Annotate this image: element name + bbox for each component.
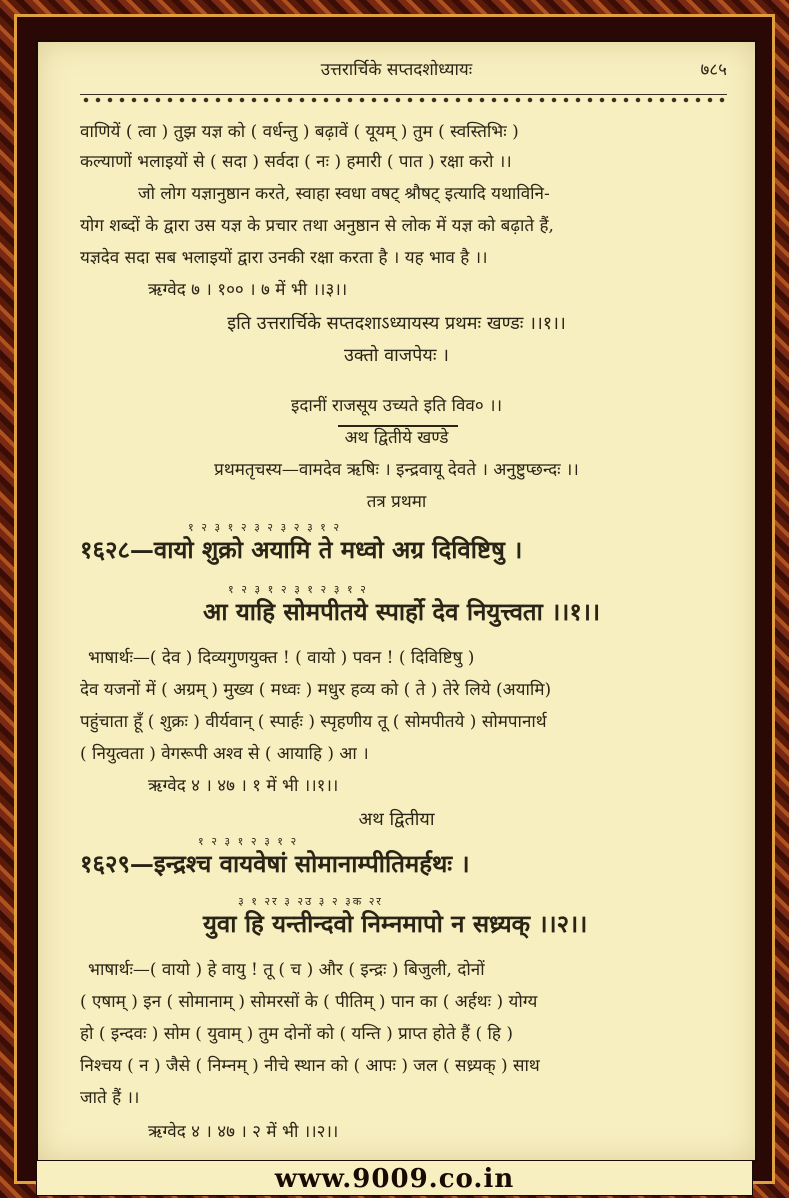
scanned-page [36, 40, 757, 1162]
khanda-title: अथ द्वितीये खण्डे [344, 428, 449, 448]
mantra1-line2: आ याहि सोमपीतये स्पार्हो देव नियुत्त्वता ।।१।। [203, 597, 601, 626]
page-number: ७८५ [700, 60, 727, 80]
para2-line1: जो लोग यज्ञानुष्ठान करते, स्वाहा स्वधा वषट् श्रौषट् इत्यादि यथाविनि- [138, 184, 550, 204]
trichasya-line: प्रथमतृचस्य—वामदेव ऋषिः । इन्द्रवायू देवते । अनुष्टुप्छन्दः ।। [214, 460, 579, 480]
para1-line2: कल्याणों भलाइयों से ( सदा ) सर्वदा ( नः ) हमारी ( पात ) रक्षा करो ।। [80, 152, 512, 172]
mantra1-line1: १६२८—वायो शुक्रो अयामि ते मध्वो अग्र दिविष्टिषु । [80, 535, 523, 564]
mantra2-line2: युवा हि यन्तीन्दवो निम्नमापो न सध्र्यक् ।।२।। [203, 909, 588, 938]
bhasharth1-line4: ( नियुत्वता ) वेगरूपी अश्व से ( आयाहि ) आ । [80, 744, 369, 764]
bhasharth2-line5: जाते हैं ।। [80, 1088, 140, 1108]
bhasharth2-line2: ( एषाम् ) इन ( सोमानाम् ) सोमरसों के ( पीतिम् ) पान का ( अर्हथः ) योग्य [80, 992, 538, 1012]
mantra1-accent-2: १ २ ३ १ २ ३ १ २ ३ १ २ [228, 583, 368, 596]
bhasharth2-line3: हो ( इन्दवः ) सोम ( युवाम् ) तुम दोनों को ( यन्ति ) प्राप्त होते हैं ( हि ) [80, 1024, 513, 1044]
mantra2-accent-2: ३ १ २र ३ २उ ३ २ ३क २र [238, 895, 383, 908]
mantra2-accent-1: १ २ ३ १ २ ३ १ २ [198, 835, 299, 848]
page-header [38, 58, 755, 86]
section-end: इति उत्तरार्चिके सप्तदशाऽध्यायस्य प्रथमः खण्डः ।।१।। [227, 313, 566, 334]
bhasharth1-line3: पहुंचाता हूँ ( शुक्रः ) वीर्यवान् ( स्पार्हः ) स्पृहणीय तू ( सोमपीतये ) सोमपानार्थ [80, 712, 547, 732]
mantra2-line1: १६२९—इन्द्रश्च वायवेषां सोमानाम्पीतिमर्हथः । [80, 849, 470, 878]
reference-3: ऋग्वेद ४ । ४७ । २ में भी ।।२।। [148, 1122, 339, 1142]
reference-1: ऋग्वेद ७ । १०० । ७ में भी ।।३।। [148, 280, 348, 300]
rajasuya-line: इदानीं राजसूय उच्यते इति विव० ।। [290, 396, 503, 416]
ornament-divider [80, 94, 727, 105]
atha-dvitiya: अथ द्वितीया [358, 809, 435, 830]
bhasharth1-line2: देव यजनों में ( अग्रम् ) मुख्य ( मध्वः ) मधुर हव्य को ( ते ) तेरे लिये (अयामि) [80, 680, 552, 700]
bhasharth2-line4: निश्चय ( न ) जैसे ( निम्नम् ) नीचे स्थान को ( आपः ) जल ( सध्र्यक् ) साथ [80, 1056, 540, 1076]
website-footer-link[interactable]: www.9009.co.in [274, 1164, 515, 1194]
bhasharth1-line1: भाषार्थः—( देव ) दिव्यगुणयुक्त ! ( वायो ) पवन ! ( दिविष्टिषु ) [88, 648, 475, 668]
para1-line1: वाणियें ( त्वा ) तुझ यज्ञ को ( वर्धन्तु ) बढ़ावें ( यूयम् ) तुम ( स्वस्तिभिः ) [80, 122, 519, 142]
header-title: उत्तरार्चिके सप्तदशोध्यायः [320, 60, 473, 80]
bhasharth2-line1: भाषार्थः—( वायो ) हे वायु ! तू ( च ) और ( इन्द्रः ) बिजुली, दोनों [88, 960, 485, 980]
vajapeya-line: उक्तो वाजपेयः । [343, 345, 450, 366]
reference-2: ऋग्वेद ४ । ४७ । १ में भी ।।१।। [148, 776, 339, 796]
para2-line3: यज्ञदेव सदा सब भलाइयों द्वारा उनकी रक्षा करता है । यह भाव है ।। [80, 248, 488, 268]
para2-line2: योग शब्दों के द्वारा उस यज्ञ के प्रचार तथा अनुष्ठान से लोक में यज्ञ को बढ़ाते हैं, [80, 216, 554, 236]
tatra-prathama: तत्र प्रथमा [366, 492, 427, 512]
mantra1-accent-1: १ २ ३ १ २ ३ २ ३ २ ३ १ २ [188, 521, 342, 534]
